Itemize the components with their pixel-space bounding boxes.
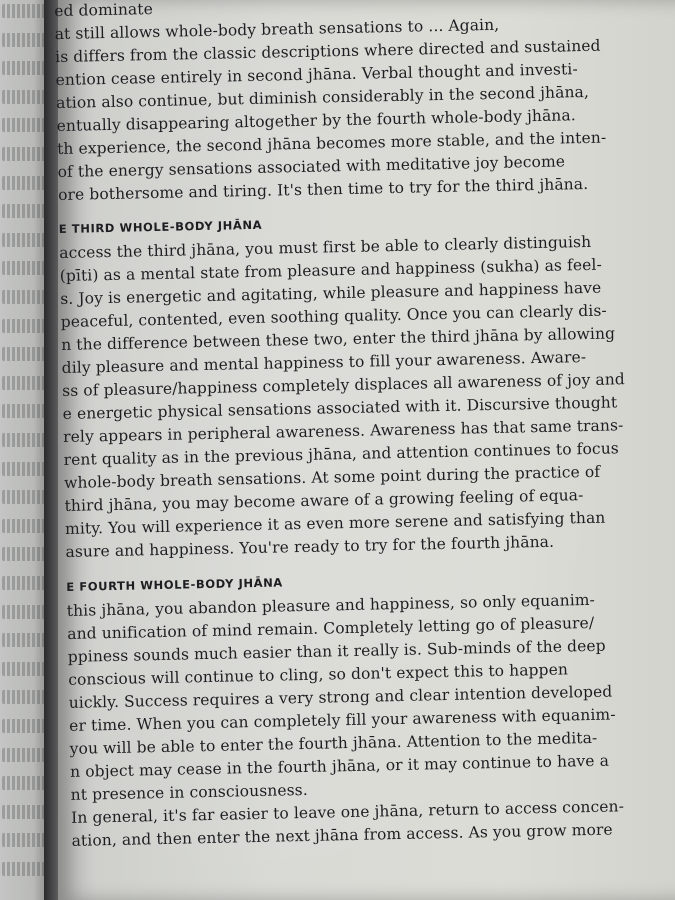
text-line: of the energy sensations associated with meditative joy become xyxy=(57,152,566,182)
text-line: n the difference between these two, enter the third jhāna by allowing xyxy=(61,324,616,355)
text-line: ed dominate xyxy=(54,0,154,21)
left-page-fragment xyxy=(2,605,50,619)
left-page-fragment xyxy=(2,90,50,104)
left-page-fragment xyxy=(2,347,50,361)
left-page-fragment xyxy=(2,576,50,590)
left-page-fragment xyxy=(2,690,50,704)
left-page-fragment xyxy=(2,719,50,733)
text-line: ss of pleasure/happiness completely displaces all awareness of joy and xyxy=(62,370,626,400)
text-line: third jhāna, you may become aware of a growing feeling of equa- xyxy=(64,486,584,515)
text-line: uickly. Success requires a very strong and clear intention developed xyxy=(68,682,613,712)
right-page xyxy=(54,0,675,900)
left-page-fragment xyxy=(2,404,50,418)
left-page-fragment xyxy=(2,547,50,561)
text-line: n object may cease in the fourth jhāna, or it may continue to have a xyxy=(69,751,610,781)
text-line: s. Joy is energetic and agitating, while pleasure and happiness have xyxy=(60,278,602,309)
left-page-fragment xyxy=(2,290,50,304)
text-line: rely appears in peripheral awareness. Awareness has that same trans- xyxy=(62,416,624,446)
section-heading-fourth-jhana: E FOURTH WHOLE-BODY JHĀNA xyxy=(66,575,283,594)
text-line: In general, it's far easier to leave one jhāna, return to access concen- xyxy=(70,797,625,827)
left-page-fragment xyxy=(2,176,50,190)
left-page-fragment xyxy=(2,833,50,847)
text-line: and unification of mind remain. Completely letting go of pleasure/ xyxy=(67,613,595,643)
left-page-fragment xyxy=(2,61,50,75)
left-page-fragment xyxy=(2,519,50,533)
text-line: er time. When you can completely fill your awareness with equanim- xyxy=(69,705,616,735)
text-line: dily pleasure and mental happiness to fill your awareness. Aware- xyxy=(61,348,587,378)
text-line: ore bothersome and tiring. It's then time to try for the third jhāna. xyxy=(57,174,589,205)
text-line: conscious will continue to cling, so don't expect this to happen xyxy=(68,660,569,689)
section-heading-third-jhana: E THIRD WHOLE-BODY JHĀNA xyxy=(58,217,263,237)
left-page-fragment xyxy=(2,748,50,762)
text-line: asure and happiness. You're ready to try for the fourth jhāna. xyxy=(65,532,555,561)
text-line: ention cease entirely in second jhāna. Verbal thought and investi- xyxy=(55,60,578,90)
left-page-fragment xyxy=(2,462,50,476)
left-page-fragment xyxy=(2,118,50,132)
text-line: th experience, the second jhāna becomes more stable, and the inten- xyxy=(56,128,607,159)
text-line: nt presence in consciousness. xyxy=(70,780,308,804)
left-page-fragment xyxy=(2,805,50,819)
left-page-fragment xyxy=(2,662,50,676)
left-page-fragment xyxy=(2,862,50,876)
left-page-fragment xyxy=(2,633,50,647)
text-line: e energetic physical sensations associated with it. Discursive thought xyxy=(62,393,618,423)
left-page-fragment xyxy=(2,261,50,275)
text-line: (pīti) as a mental state from pleasure and happiness (sukha) as feel- xyxy=(59,255,603,286)
text-line: ation, and then enter the next jhāna from access. As you grow more xyxy=(71,820,613,850)
text-line: entually disappearing altogether by the fourth whole-body jhāna. xyxy=(56,106,576,136)
left-page-fragment xyxy=(2,319,50,333)
left-page-fragment xyxy=(2,204,50,218)
left-page-fragment xyxy=(2,433,50,447)
left-page-fragment xyxy=(2,776,50,790)
left-page-fragment xyxy=(2,33,50,47)
text-line: you will be able to enter the fourth jhāna. Attention to the medita- xyxy=(69,728,598,758)
text-line: is differs from the classic descriptions where directed and sustained xyxy=(55,36,601,67)
text-line: peaceful, contented, even soothing quality. Once you can clearly dis- xyxy=(60,301,607,332)
text-line: this jhāna, you abandon pleasure and happiness, so only equanim- xyxy=(66,590,596,620)
text-line: rent quality as in the previous jhāna, and attention continues to focus xyxy=(63,439,620,469)
left-page-fragment xyxy=(2,4,50,18)
left-page-fragment xyxy=(2,490,50,504)
text-line: mity. You will experience it as even more serene and satisfying than xyxy=(64,508,606,538)
text-line: whole-body breath sensations. At some point during the practice of xyxy=(63,462,601,492)
left-page-fragment xyxy=(2,233,50,247)
text-line: access the third jhāna, you must first be able to clearly distinguish xyxy=(59,232,592,263)
text-line: ation also continue, but diminish considerably in the second jhāna, xyxy=(55,82,590,113)
text-line: at still allows whole-body breath sensations to ... Again, xyxy=(54,15,500,44)
page-text xyxy=(54,0,626,850)
text-line: ppiness sounds much easier than it really is. Sub-minds of the deep xyxy=(67,636,606,666)
left-page-fragment xyxy=(2,147,50,161)
left-page-fragment xyxy=(2,376,50,390)
intro-paragraph xyxy=(54,0,614,205)
